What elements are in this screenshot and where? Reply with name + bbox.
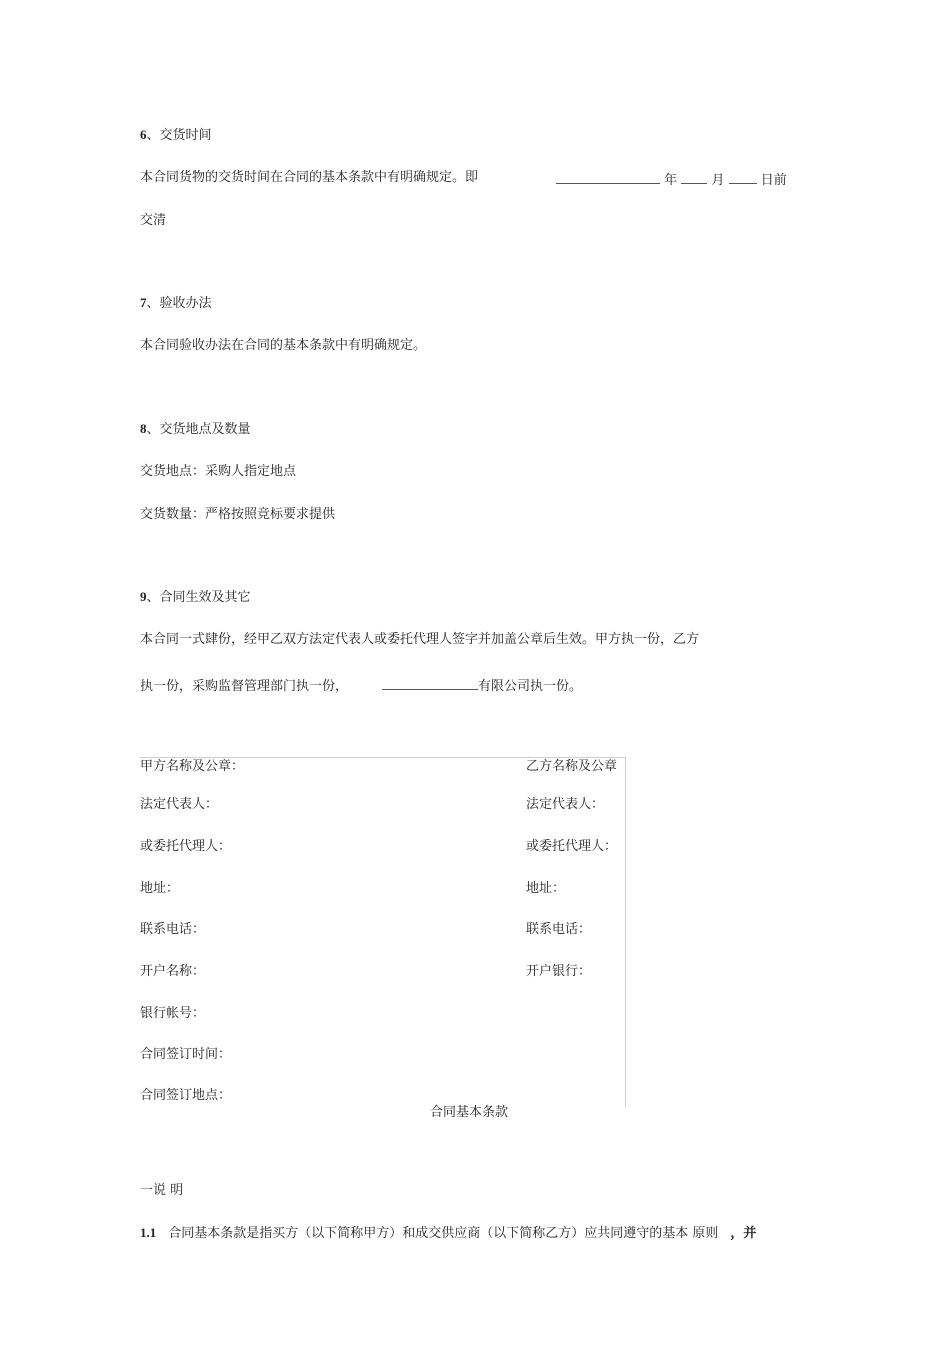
section-7-number: 7 xyxy=(140,295,147,310)
party-b-name-label: 乙方名称及公章 xyxy=(526,759,618,774)
section-9-title: 、合同生效及其它 xyxy=(146,590,251,605)
section-8-title: 、交货地点及数量 xyxy=(146,422,251,437)
month-label: 月 xyxy=(711,173,725,188)
section-6-number: 6 xyxy=(140,127,147,142)
effect-text-line2-tail: 有限公司执一份。 xyxy=(478,679,583,694)
party-b-rep-label: 法定代表人： xyxy=(526,797,605,812)
section-8-heading xyxy=(140,421,251,438)
delivery-blank xyxy=(556,170,660,184)
section-one-heading: 一说 明 xyxy=(140,1183,184,1198)
party-a-sign-time-label: 合同签订时间： xyxy=(140,1047,232,1062)
section-9-heading xyxy=(140,589,251,606)
year-blank xyxy=(681,170,707,184)
section-7-heading xyxy=(140,295,212,312)
effect-text-line1: 本合同一式肆份，经甲乙双方法定代表人或委托代理人签字并加盖公章后生效。甲方执一份，乙方 xyxy=(140,632,700,647)
section-6-title: 、交货时间 xyxy=(146,128,212,143)
party-a-rep-label: 法定代表人： xyxy=(140,797,219,812)
effect-text-line2-start: 执一份，采购监督管理部门执一份， xyxy=(140,679,349,694)
section-7-title: 、验收办法 xyxy=(146,296,212,311)
party-a-address-label: 地址： xyxy=(140,881,180,896)
delivery-time-text-cont: 交清 xyxy=(140,213,167,228)
acceptance-text: 本合同验收办法在合同的基本条款中有明确规定。 xyxy=(140,338,427,353)
party-a-agent-label: 或委托代理人： xyxy=(140,839,232,854)
year-label: 年 xyxy=(664,173,678,188)
delivery-quantity-text: 交货数量：严格按照竞标要求提供 xyxy=(140,507,336,522)
month-blank xyxy=(729,170,757,184)
party-a-phone-label: 联系电话： xyxy=(140,922,206,937)
party-a-bank-account-label: 银行帐号： xyxy=(140,1006,206,1021)
delivery-place-text: 交货地点：采购人指定地点 xyxy=(140,464,297,479)
party-b-bank-label: 开户银行： xyxy=(526,964,592,979)
party-b-phone-label: 联系电话： xyxy=(526,922,592,937)
clause-1-1 xyxy=(140,1225,756,1242)
section-6-heading xyxy=(140,127,212,144)
section-8-number: 8 xyxy=(140,421,147,436)
section-9-number: 9 xyxy=(140,589,147,604)
party-b-address-label: 地址： xyxy=(526,881,566,896)
clause-1-1-tail: ，并 xyxy=(730,1225,757,1240)
delivery-time-text: 本合同货物的交货时间在合同的基本条款中有明确规定。即 xyxy=(140,170,479,185)
delivery-date-line xyxy=(556,170,787,189)
company-blank xyxy=(382,676,478,690)
clause-1-1-number: 1.1 xyxy=(140,1225,157,1240)
party-b-agent-label: 或委托代理人： xyxy=(526,839,618,854)
party-a-account-name-label: 开户名称： xyxy=(140,964,206,979)
effect-text-line2 xyxy=(140,676,582,695)
day-label: 日前 xyxy=(760,173,787,188)
clause-1-1-text: 合同基本条款是指买方（以下简称甲方）和成交供应商（以下简称乙方）应共同遵守的基本 原则 xyxy=(168,1226,719,1241)
basic-terms-title: 合同基本条款 xyxy=(430,1105,509,1120)
party-a-sign-place-label: 合同签订地点： xyxy=(140,1088,232,1103)
party-a-name-label: 甲方名称及公章： xyxy=(140,759,245,774)
